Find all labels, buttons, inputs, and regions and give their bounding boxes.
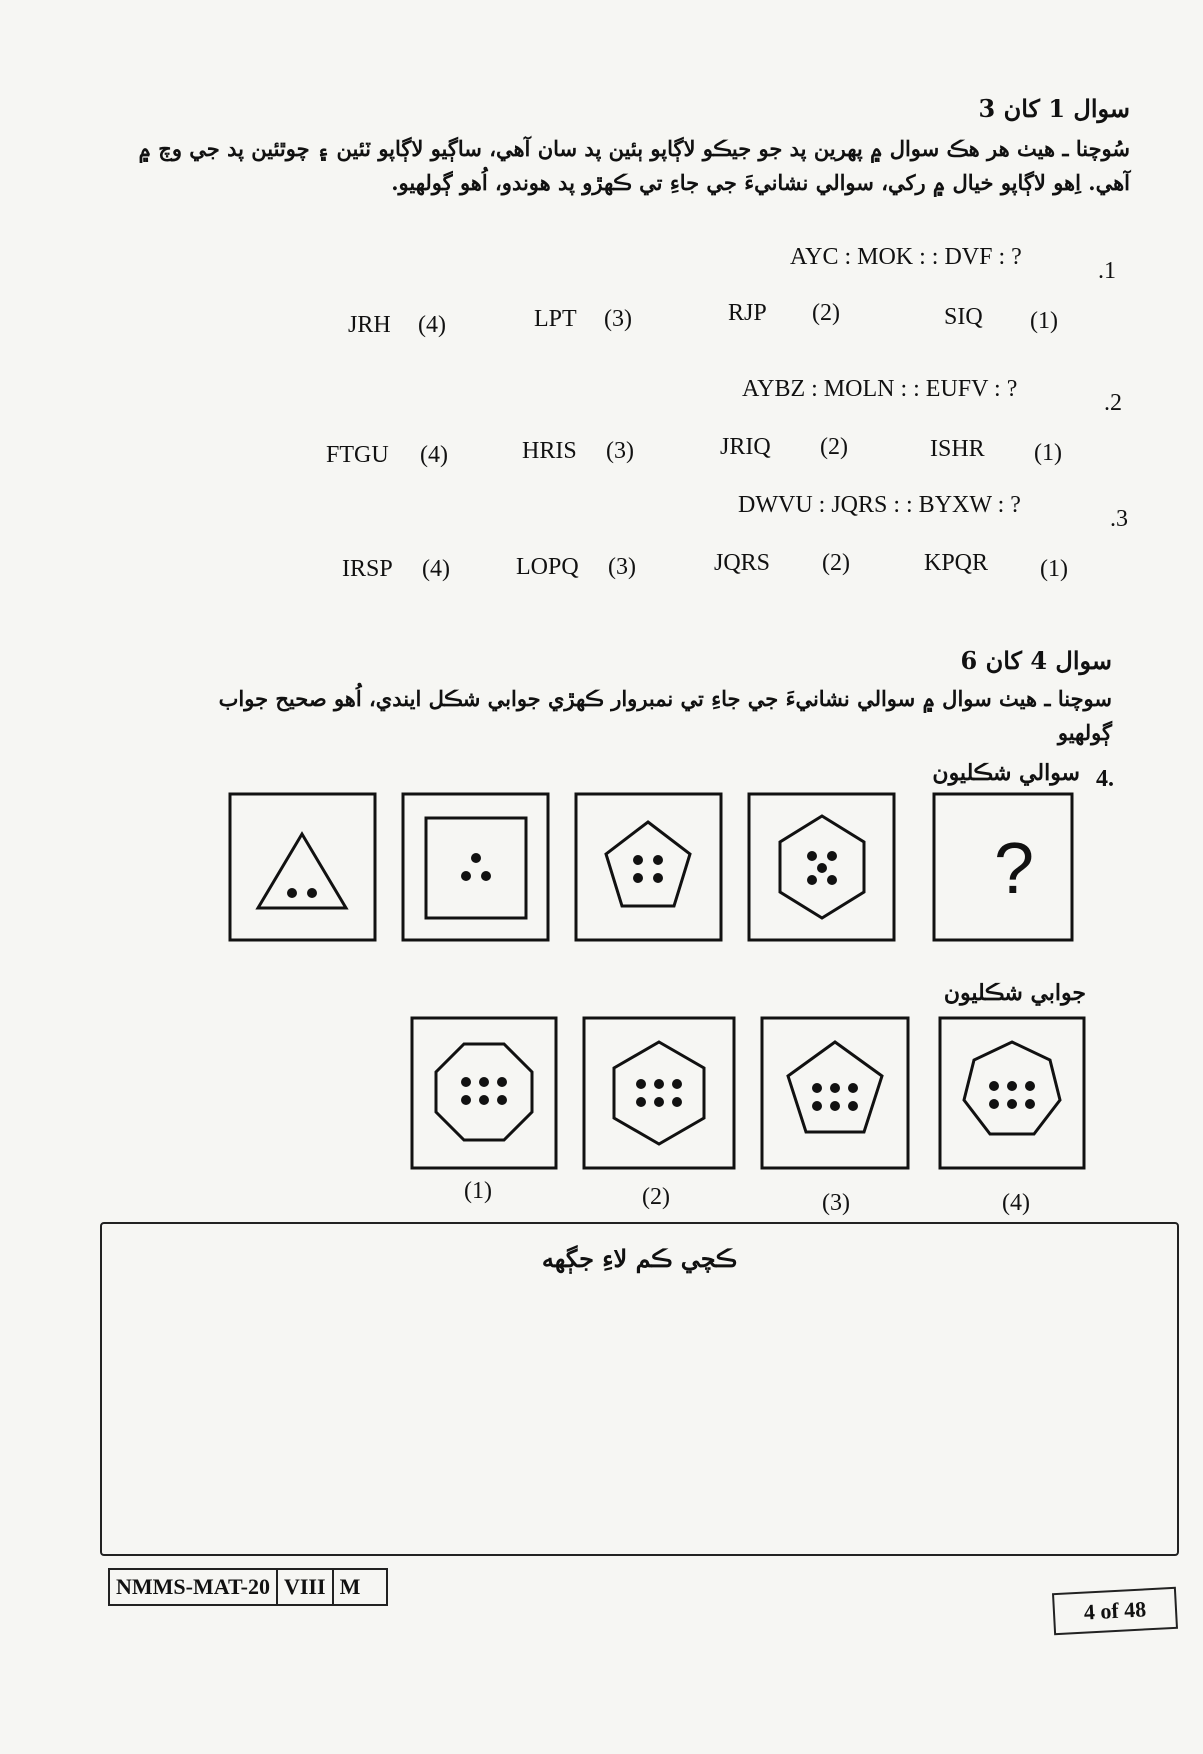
answer-option-label[interactable]: (2) bbox=[642, 1184, 670, 1210]
option-label: (4) bbox=[420, 442, 448, 468]
option-text[interactable]: HRIS bbox=[522, 438, 577, 464]
section1-instruction: سُوچنا ـ هيٺ هر هڪ سوال ۾ پهرين پد جو جيڪو لاڳاپو ٻئين پد سان آهي، ساڳيو لاڳاپو ٽئين ۽ چوٿئين پد جي وچ ۾ آهي. اِهو لاڳاپو خيال ۾ رکي، سوالي نشانيءَ جي جاءِ تي ڪهڙو پد هوندو، اُهو ڳولهيو. bbox=[138, 136, 1130, 195]
answer-option-label[interactable]: (4) bbox=[1002, 1190, 1030, 1216]
question-text: DWVU : JQRS : : BYXW : ? bbox=[738, 492, 1021, 518]
option-text[interactable]: IRSP bbox=[342, 556, 393, 582]
problem-figures bbox=[228, 792, 1076, 952]
page-number: 4 of 48 bbox=[1052, 1587, 1178, 1635]
option-label: (3) bbox=[604, 306, 632, 332]
paper-code: NMMS-MAT-20 bbox=[110, 1570, 278, 1604]
option-text[interactable]: JRH bbox=[348, 312, 391, 338]
option-text[interactable]: RJP bbox=[728, 300, 767, 326]
answer-option-label[interactable]: (3) bbox=[822, 1190, 850, 1216]
problem-figures-label: سوالي شڪليون bbox=[932, 760, 1080, 786]
option-text[interactable]: KPQR bbox=[924, 550, 989, 576]
option-text[interactable]: JQRS bbox=[714, 550, 771, 576]
section2-instruction: سوچنا ـ هيٺ سوال ۾ سوالي نشانيءَ جي جاءِ تي نمبروار ڪهڙي جوابي شڪل ايندي، اُهو صحيح جواب ڳولهيو bbox=[218, 686, 1112, 745]
option-label: (4) bbox=[418, 312, 446, 338]
option-label: (4) bbox=[422, 556, 450, 582]
option-text[interactable]: SIQ bbox=[944, 304, 983, 330]
option-label: (1) bbox=[1040, 556, 1068, 582]
option-text[interactable]: LPT bbox=[534, 306, 577, 332]
answer-figure-4 bbox=[940, 1018, 1084, 1168]
option-text[interactable]: LOPQ bbox=[516, 554, 579, 580]
answer-figures-label: جوابي شڪليون bbox=[943, 980, 1086, 1006]
option-label: (3) bbox=[608, 554, 636, 580]
problem-figure-2 bbox=[403, 794, 548, 940]
option-label: (2) bbox=[812, 300, 840, 326]
question-number: .1 bbox=[1098, 258, 1116, 284]
paper-code-box bbox=[108, 1568, 388, 1606]
problem-figure-1 bbox=[230, 794, 375, 940]
answer-figure-1 bbox=[412, 1018, 556, 1168]
option-text[interactable]: JRIQ bbox=[720, 434, 771, 460]
option-text[interactable]: FTGU bbox=[326, 442, 389, 468]
question-number: .3 bbox=[1110, 506, 1128, 532]
answer-figure-2 bbox=[584, 1018, 734, 1168]
question-text: AYC : MOK : : DVF : ? bbox=[790, 244, 1022, 270]
option-label: (2) bbox=[820, 434, 848, 460]
question-number: 4. bbox=[1096, 766, 1114, 792]
medium-code: M bbox=[339, 1574, 361, 1599]
rough-work-box bbox=[100, 1222, 1179, 1556]
rough-work-title: ڪچي ڪم لاءِ جڳهه bbox=[541, 1244, 738, 1273]
question-text: AYBZ : MOLN : : EUFV : ? bbox=[742, 376, 1018, 402]
section1-heading: سوال 1 کان 3 bbox=[978, 94, 1130, 123]
question-number: .2 bbox=[1104, 390, 1122, 416]
section2-heading: سوال 4 کان 6 bbox=[960, 646, 1112, 675]
answer-figures bbox=[410, 1016, 1090, 1182]
option-label: (1) bbox=[1030, 308, 1058, 334]
answer-option-label[interactable]: (1) bbox=[464, 1178, 492, 1204]
question-mark: ? bbox=[994, 829, 1035, 909]
option-label: (3) bbox=[606, 438, 634, 464]
option-text[interactable]: ISHR bbox=[930, 436, 985, 462]
answer-figure-3 bbox=[762, 1018, 908, 1168]
option-label: (1) bbox=[1034, 440, 1062, 466]
class-code: VIII bbox=[278, 1570, 334, 1604]
problem-figure-4 bbox=[749, 794, 894, 940]
option-label: (2) bbox=[822, 550, 850, 576]
problem-figure-3 bbox=[576, 794, 721, 940]
